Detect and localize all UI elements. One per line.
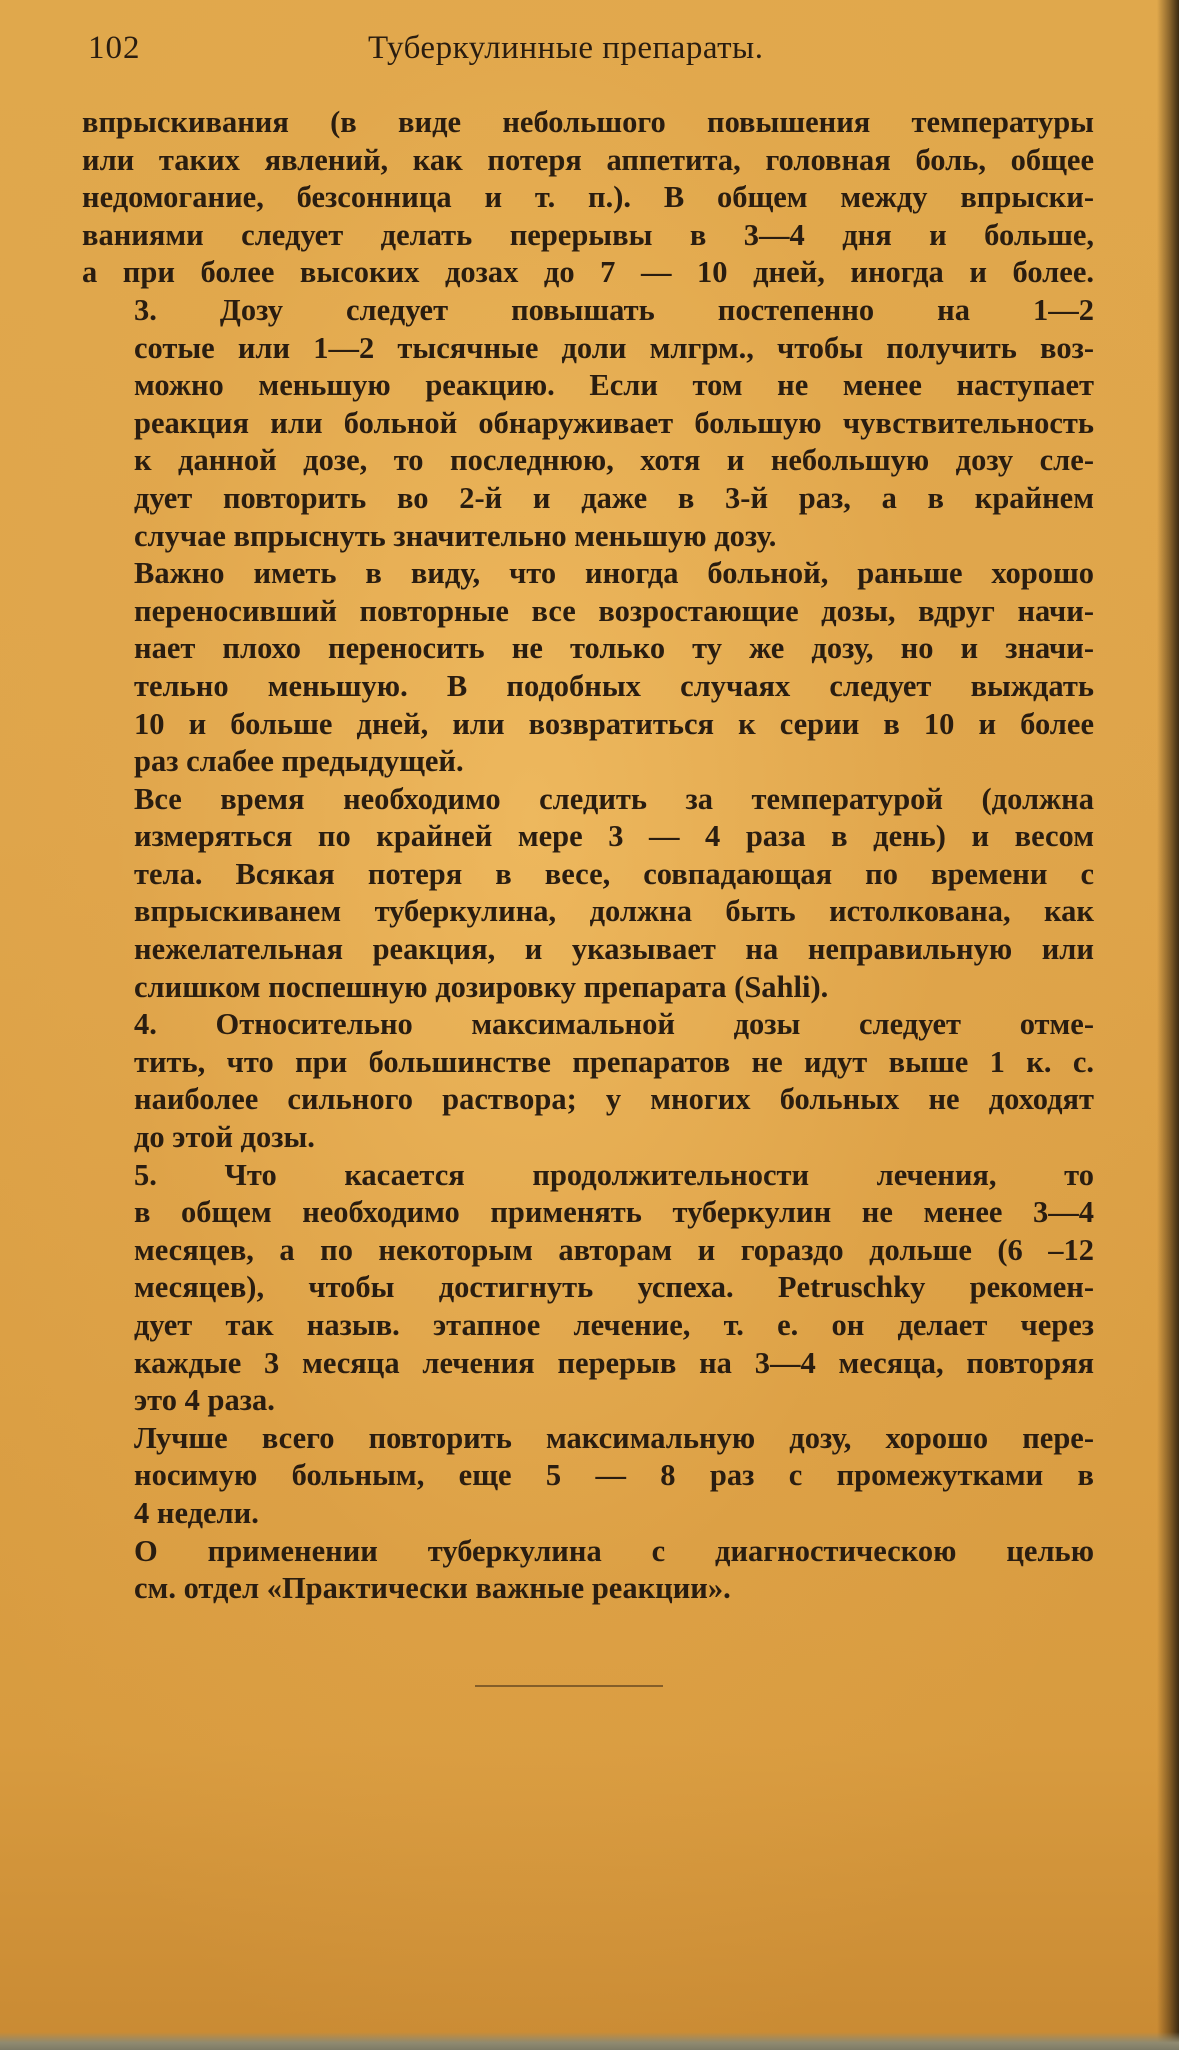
section-divider bbox=[475, 1685, 663, 1687]
paragraph-treatment-duration bbox=[82, 1157, 1094, 1420]
text-line: дует так назыв. этапное лечение, т. е. он делает через bbox=[134, 1308, 1094, 1342]
body-text bbox=[82, 104, 1094, 1608]
paragraph-maximum-dose bbox=[82, 1006, 1094, 1156]
text-line: тить, что при большинстве препаратов не идут выше 1 к. с. bbox=[134, 1044, 1094, 1079]
text-line: можно меньшую реакцию. Если том не менее наступает bbox=[134, 368, 1094, 403]
page-right-edge bbox=[1157, 0, 1179, 2050]
paragraph-repeat-maximum bbox=[82, 1420, 1094, 1533]
text-line: это 4 раза. bbox=[134, 1383, 275, 1418]
text-line: Все время необходимо следить за температурой (должна bbox=[134, 781, 1094, 816]
text-line: реакция или больной обнаруживает большую чувствительность bbox=[134, 405, 1094, 440]
page-bottom-edge bbox=[0, 2032, 1179, 2050]
text-line: 5. Что касается продолжительности лечения, то bbox=[134, 1157, 1094, 1192]
text-line: или таких явлений, как потеря аппетита, головная боль, общее bbox=[82, 142, 1094, 177]
text-line: переносивший повторные все возростающие дозы, вдруг начи- bbox=[134, 593, 1094, 628]
page-number: 102 bbox=[88, 30, 141, 66]
running-title: Туберкулинные препараты. bbox=[368, 30, 764, 66]
text-line: месяцев), чтобы достигнуть успеха. Petruschky рекомен- bbox=[134, 1270, 1094, 1305]
text-line: измеряться по крайней мере 3 — 4 раза в день) и весом bbox=[134, 819, 1094, 854]
text-line: раз слабее предыдущей. bbox=[134, 744, 464, 779]
text-line: Важно иметь в виду, что иногда больной, раньше хорошо bbox=[134, 556, 1094, 591]
text-line: сотые или 1—2 тысячные доли млгрм., чтобы получить воз- bbox=[134, 330, 1094, 365]
text-line: нает плохо переносить не только ту же дозу, но и значи- bbox=[134, 631, 1094, 666]
text-line: 4 недели. bbox=[134, 1495, 259, 1530]
text-line: тела. Всякая потеря в весе, совпадающая по времени с bbox=[134, 856, 1094, 891]
text-line: каждые 3 месяца лечения перерыв на 3—4 месяца, повторяя bbox=[134, 1345, 1094, 1380]
text-line: ваниями следует делать перерывы в 3—4 дня и больше, bbox=[82, 217, 1094, 252]
text-line: слишком поспешную дозировку препарата (Sahli). bbox=[134, 969, 829, 1004]
text-line: случае впрыснуть значительно меньшую дозу. bbox=[134, 518, 777, 553]
paragraph-dose-increase bbox=[82, 292, 1094, 555]
text-line: нежелательная реакция, и указывает на неправильную или bbox=[134, 932, 1094, 967]
text-line: тельно меньшую. В подобных случаях следует выждать bbox=[134, 668, 1094, 703]
text-line: до этой дозы. bbox=[134, 1120, 315, 1155]
text-line: а при более высоких дозах до 7 — 10 дней, иногда и более. bbox=[82, 255, 1094, 290]
text-line: О применении туберкулина с диагностическою целью bbox=[134, 1533, 1094, 1568]
text-line: 10 и больше дней, или возвратиться к серии в 10 и более bbox=[134, 706, 1094, 741]
text-line: впрыскиванем туберкулина, должна быть истолкована, как bbox=[134, 894, 1094, 929]
text-line: впрыскивания (в виде небольшого повышения температуры bbox=[82, 105, 1094, 139]
paragraph-monitoring bbox=[82, 781, 1094, 1007]
paragraph-diagnostic-reference bbox=[82, 1533, 1094, 1608]
text-line: носимую больным, еще 5 — 8 раз с промежутками в bbox=[134, 1458, 1094, 1493]
text-line: Лучше всего повторить максимальную дозу, хорошо пере- bbox=[134, 1420, 1094, 1455]
text-line: в общем необходимо применять туберкулин не менее 3—4 bbox=[134, 1195, 1094, 1230]
text-line: месяцев, а по некоторым авторам и гораздо дольше (6 –12 bbox=[134, 1232, 1094, 1267]
text-line: см. отдел «Практически важные реакции». bbox=[134, 1571, 731, 1606]
paragraph-important-note bbox=[82, 555, 1094, 781]
text-line: к данной дозе, то последнюю, хотя и небольшую дозу сле- bbox=[134, 443, 1094, 478]
paragraph-continuation bbox=[82, 104, 1094, 292]
page-header bbox=[88, 30, 1088, 76]
text-line: наиболее сильного раствора; у многих больных не доходят bbox=[134, 1082, 1094, 1117]
text-line: недомогание, безсонница и т. п.). В общем между впрыски- bbox=[82, 180, 1094, 215]
text-line: дует повторить во 2-й и даже в 3-й раз, а в крайнем bbox=[134, 480, 1094, 515]
text-line: 3. Дозу следует повышать постепенно на 1—2 bbox=[134, 292, 1094, 327]
text-line: 4. Относительно максимальной дозы следует отме- bbox=[134, 1007, 1094, 1042]
